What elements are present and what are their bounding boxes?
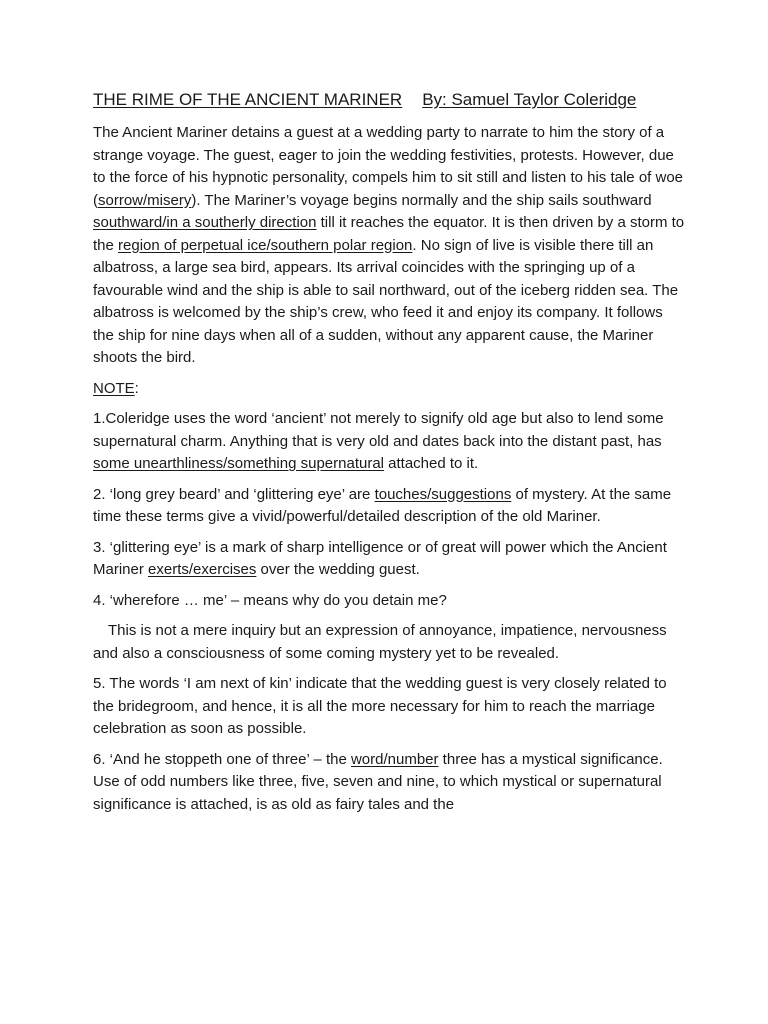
document-body [93,122,685,824]
note-heading-colon: : [134,379,139,397]
note-text: 4. ‘wherefore … me’ – means why do you detain me? [93,591,447,609]
note-item-5 [93,673,685,741]
note-underlined: word/number [350,750,439,768]
note-underlined: some unearthliness/something supernatural [93,455,384,472]
note-text: 6. ‘And he stoppeth one of three’ – the [93,750,351,768]
summary-text-4: . No sign of live is visible there till an albatross, a large sea bird, appears. Its arrival coincides with the springing up of a favourable wind and the ship is able to sail northward, out of the iceberg ridden sea. The albatross is welcomed by the ship’s crew, who feed it and enjoy its company. It follows the ship for nine days when all of a sudden, without any apparent cause, the Mariner shoots the bird. [93,236,679,366]
document-title: THE RIME OF THE ANCIENT MARINER [93,90,403,109]
summary-text-3: till it reaches the equator. It is then driven by a storm to the [93,214,685,254]
document-author: By: Samuel Taylor Coleridge [422,90,637,109]
note-text: 3. ‘glittering eye’ is a mark of sharp intelligence or of great will power which the Ancient Mariner [93,538,667,578]
note-text: 5. The words ‘I am next of kin’ indicate that the wedding guest is very closely related to the bridegroom, and hence, it is all the more necessary for him to reach the marriage celebration as soon as possible. [93,675,667,737]
note-text: 1.Coleridge uses the word ‘ancient’ not merely to signify old age but also to lend some supernatural charm. Anything that is very old and dates back into the distant past, has [93,410,664,450]
note-heading-label: NOTE [93,379,135,397]
note-underlined: exerts/exercises [148,561,257,578]
note-text: attached to it. [384,455,479,472]
summary-text-1: The Ancient Mariner detains a guest at a wedding party to narrate to him the story of a strange voyage. The guest, eager to join the wedding festivities, protests. However, due to the force of his hypnotic personality, compels him to sit still and listen to his tale of woe ( [93,124,684,209]
note-item-2 [93,484,685,529]
note-item-4 [93,590,685,613]
note-item-6 [93,749,685,817]
title-row [93,89,693,111]
note-underlined: touches/suggestions [374,485,512,503]
note-heading [93,378,685,401]
summary-underlined-3: region of perpetual ice/southern polar region [118,236,413,254]
summary-underlined-1: sorrow/misery [98,191,192,209]
note-text: over the wedding guest. [256,561,420,578]
summary-text-2: ). The Mariner’s voyage begins normally and the ship sails southward [191,191,652,209]
note-text: This is not a mere inquiry but an expression of annoyance, impatience, nervousness and also a consciousness of some coming mystery yet to be revealed. [93,622,667,662]
note-item-4-explanation [93,620,685,665]
summary-paragraph [93,122,685,370]
summary-underlined-2: southward/in a southerly direction [93,214,317,231]
note-item-3 [93,537,685,582]
note-text: three has a mystical significance. Use of odd numbers like three, five, seven and nine, to which mystical or supernatural significance is attached, is as old as fairy tales and the [93,750,663,813]
note-text: of mystery. At the same time these terms give a vivid/powerful/detailed description of the old Mariner. [93,485,672,525]
note-text: 2. ‘long grey beard’ and ‘glittering eye’ are [93,485,375,503]
note-item-1 [93,408,685,476]
